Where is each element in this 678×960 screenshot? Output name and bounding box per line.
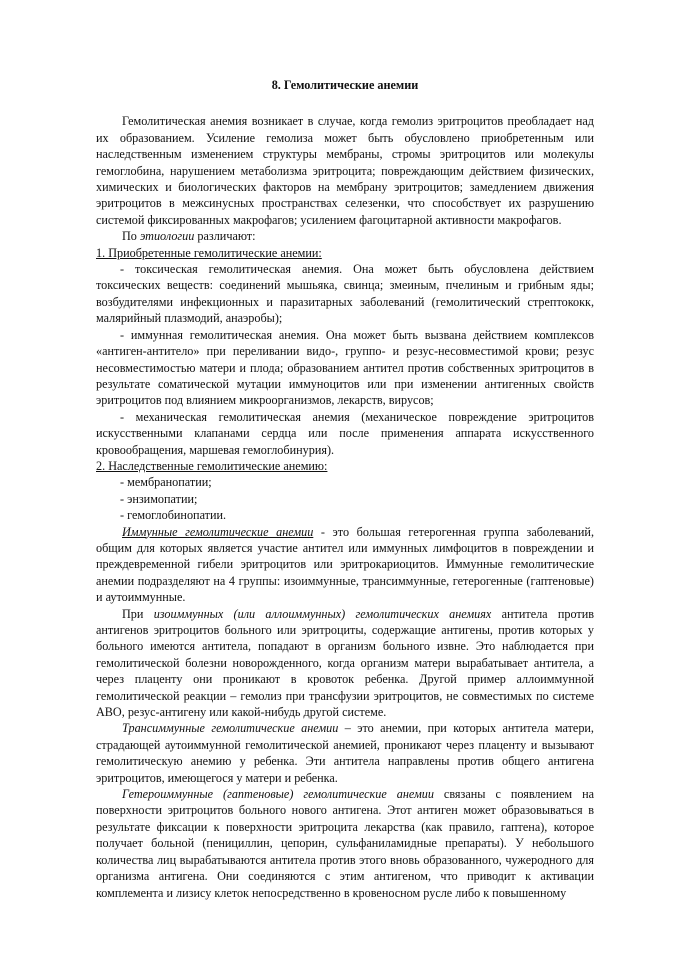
etiology-term: этиологии [139, 229, 195, 244]
paragraph-immune-anemias [96, 524, 594, 606]
document-body [96, 77, 594, 901]
heading-hereditary-text: 2. Наследственные гемолитические анемию: [96, 458, 328, 473]
paragraph-heteroimmune [96, 786, 594, 901]
transimmune-text: – это анемии, при которых антитела матери, страдающей аутоиммунной гемолитической анемией, проникают через плаценту и вызывают гемолитическую анемию у ребенка. Эти антитела направлены против общего антигена эритроцитов, имеющегося у матери и ребенка. [96, 721, 594, 785]
heteroimmune-text: связаны с появлением на поверхности эритроцитов больного нового антигена. Этот антиген может образовываться в результате фиксации к поверхности эритроцита лекарства (как правило, гаптена), которое получает больной (пенициллин, цепорин, сульфаниламидные препараты). У небольшого количества лиц вырабатываются антитела против этого вновь образованного, чужеродного для организма антигена. Они соединяются с этим антигеном, что приводит к активации комплемента и лизису клеток непосредственно в кровеносном русле либо к повышенному [96, 787, 594, 900]
immune-anemias-term: Иммунные гемолитические анемии [122, 524, 314, 539]
isoimmune-term: изоиммунных (или аллоиммунных) гемолитических анемиях [153, 606, 492, 621]
list-item-immune: - иммунная гемолитическая анемия. Она может быть вызвана действием комплексов «антиген-антитело» при переливании видо-, группо- и резус-несовместимой крови; резус несовместимостью матери и плода; образованием антител против собственных эритроцитов в результате соматической мутации иммуноцитов или при изменении антигенных свойств эритроцитов под влиянием микроорганизмов, лекарств, вирусов; [96, 327, 594, 408]
isoimmune-pre: При [122, 606, 154, 621]
transimmune-term: Трансиммунные гемолитические анемии [122, 721, 339, 736]
heading-acquired-text: 1. Приобретенные гемолитические анемии: [96, 245, 322, 260]
page-title: 8. Гемолитические анемии [271, 78, 419, 92]
list-item-enzymopathies: - энзимопатии; [120, 491, 198, 506]
paragraph-isoimmune [96, 606, 594, 721]
paragraph-etiology [96, 228, 594, 244]
list-item-membranopathies: - мембранопатии; [120, 475, 212, 490]
heading-hereditary [96, 458, 594, 474]
list-item-mechanical: - механическая гемолитическая анемия (механическое повреждение эритроцитов искусственными клапанами сердца или после применения аппарата искусственного кровообращения, маршевая гемоглобинурия). [96, 409, 594, 457]
immune-anemias-text: - это большая гетерогенная группа заболеваний, общим для которых является участие антител или иммунных лимфоцитов в повреждении и преждевременной гибели эритроцитов или эритрокариоцитов. Иммунные гемолитические анемии подразделяют на 4 группы: изоиммунные, трансиммунные, гетерогенные (гаптеновые) и аутоиммунные. [96, 524, 594, 605]
list-item-hemoglobinopathies: - гемоглобинопатии. [120, 508, 227, 523]
isoimmune-text: антитела против антигенов эритроцитов больного или эритроциты, содержащие антигены, против которых у больного имеются антитела, попадают в организм больного извне. Это наблюдается при гемолитической болезни новорожденного, когда организм матери вырабатывает антитела, а через плаценту они проникают в кровоток ребенка. Другой пример аллоиммунной гемолитической реакции – гемолиз при трансфузии эритроцитов, не совместимых по системе АВО, резус-антигену или какой-нибудь другой системе. [96, 606, 595, 720]
etiology-pre: По [122, 229, 140, 244]
paragraph-intro: Гемолитическая анемия возникает в случае, когда гемолиз эритроцитов преобладает над их образованием. Усиление гемолиза может быть обусловлено приобретенным или наследственным изменением структуры мембраны, стромы эритроцитов или молекулы гемоглобина, нарушением метаболизма эритроцита; повреждающим действием физических, химических и биологических факторов на мембрану эритроцитов; замедлением движения эритроцитов в межсинусных пространствах селезенки, что способствует их разрушению системой фиксированных макрофагов; усилением фагоцитарной активности макрофагов. [96, 114, 594, 227]
etiology-post: различают: [194, 229, 256, 244]
list-item-toxic: - токсическая гемолитическая анемия. Она может быть обусловлена действием токсических веществ: соединений мышьяка, свинца; змеиным, пчелиным и грибным яды; возбудителями инфекционных и паразитарных заболеваний (гемолитический стрептококк, малярийный плазмодий, анаэробы); [96, 262, 594, 326]
heading-acquired [96, 245, 594, 261]
heteroimmune-term: Гетероиммунные (гаптеновые) гемолитические анемии [122, 787, 434, 802]
paragraph-transimmune [96, 720, 594, 786]
